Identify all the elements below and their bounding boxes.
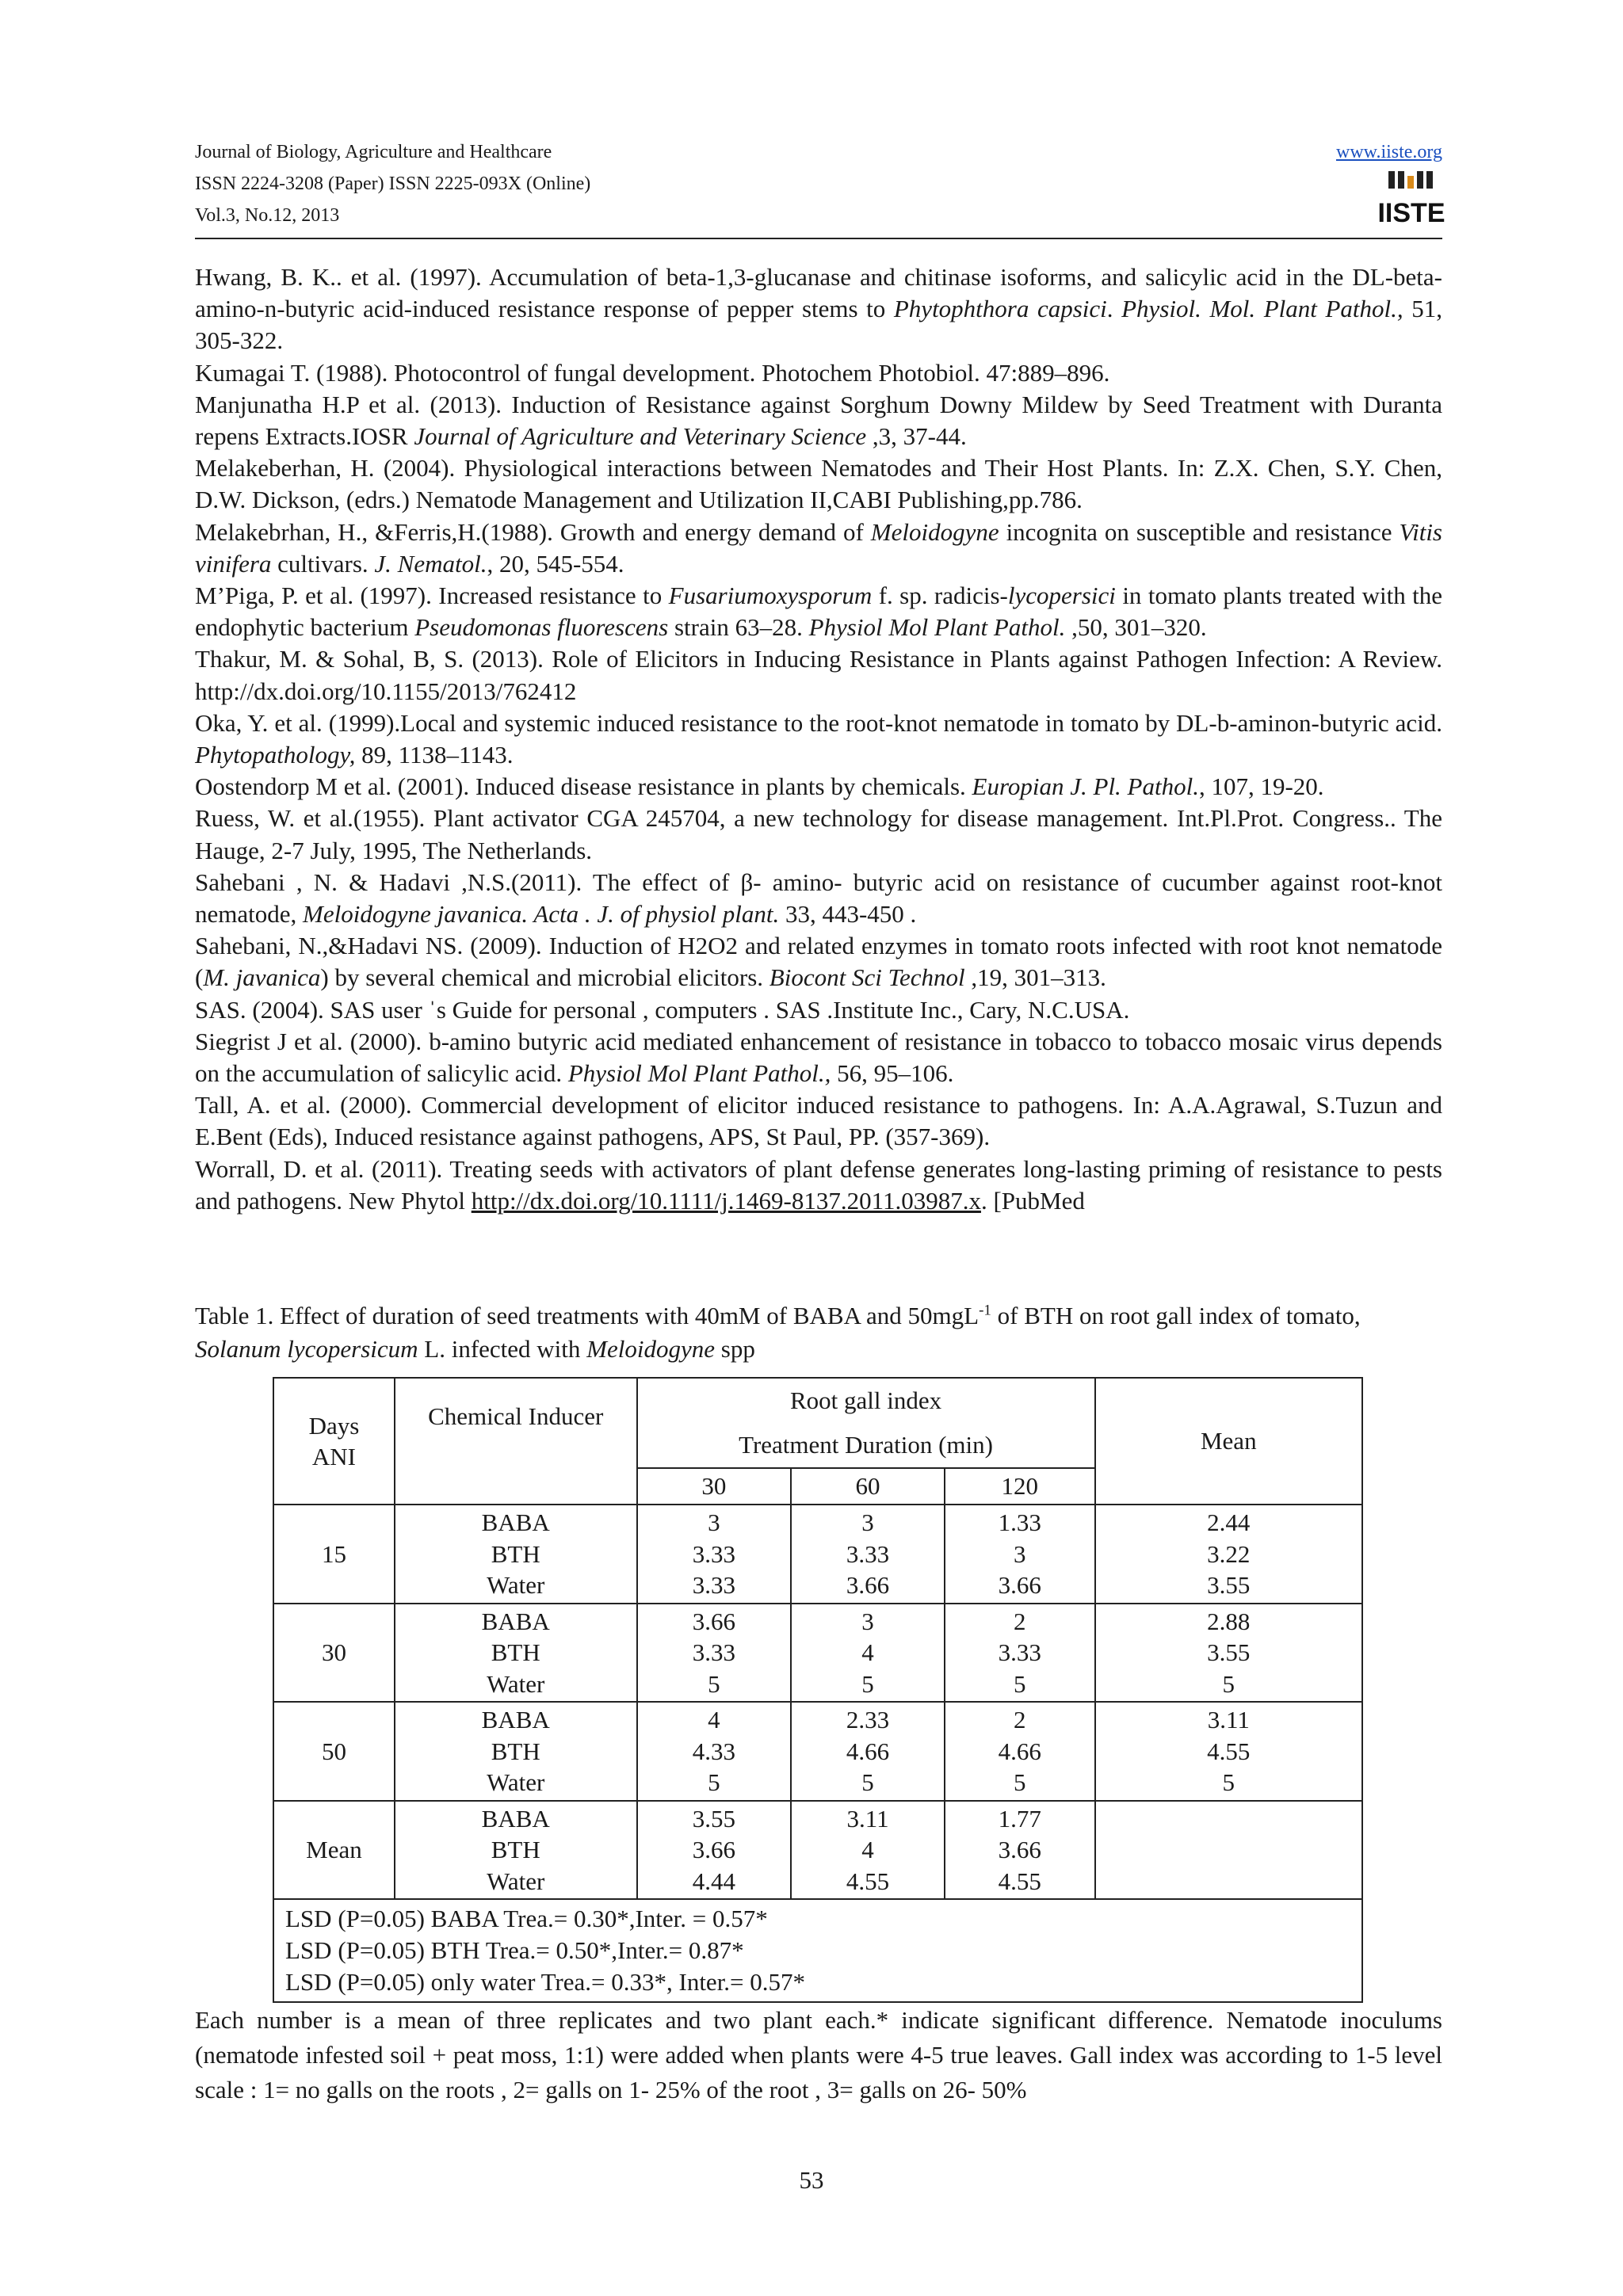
value-cell-60 [791, 1801, 945, 1900]
mean-cell [1095, 1505, 1362, 1604]
gall-index-value: 3.22 [1207, 1539, 1251, 1568]
issn: ISSN 2224-3208 (Paper) ISSN 2225-093X (Online) [195, 174, 591, 194]
inducer-name: BTH [491, 1539, 540, 1568]
reference-entry [195, 867, 1442, 930]
value-cell-120 [945, 1505, 1095, 1604]
header-duration-60: 60 [791, 1468, 945, 1505]
text-run: , 107, 19-20. [1198, 772, 1324, 801]
text-run: Table 1. Effect of duration of seed treatments with 40mM of BABA and 50mgL [195, 1302, 980, 1329]
table-caption [195, 1299, 1442, 1366]
text-run: Pseudomonas fluorescens [414, 613, 669, 642]
value-cell-30 [637, 1801, 792, 1900]
text-run: f. sp. radicis- [872, 582, 1008, 610]
reference-entry [195, 1026, 1442, 1089]
gall-index-value [1096, 1834, 1361, 1866]
text-run: SAS. (2004). SAS user ˈs Guide for personal , computers . SAS .Institute Inc., Cary, N.C.USA. [195, 995, 1130, 1024]
gall-index-value: 3.66 [998, 1836, 1041, 1863]
reference-entry [195, 707, 1442, 771]
text-run: Phytopathology, [195, 741, 356, 769]
inducer-cell [395, 1702, 637, 1801]
text-run: Ruess, W. et al.(1955). Plant activator CGA 245704, a new technology for disease management. Int.Pl.Prot. Congress.. The Hauge, 2-7 July, 1995, The Netherlands. [195, 804, 1442, 864]
journal-url-link[interactable]: www.iiste.org [1336, 142, 1442, 162]
text-run: ,3, 37-44. [866, 422, 967, 451]
text-run: Phytophthora capsici [893, 295, 1107, 323]
value-cell-30 [637, 1702, 792, 1801]
gall-index-value: 3.33 [692, 1638, 735, 1666]
svg-text:IISTE: IISTE [1377, 198, 1445, 228]
inducer-name: BABA [481, 1804, 550, 1833]
gall-index-value: 4.33 [692, 1737, 735, 1765]
text-run: Meloidogyne javanica. Acta . J. of physiol plant. [303, 900, 780, 929]
text-run: Meloidogyne [586, 1335, 715, 1363]
text-run: L. infected with [418, 1335, 587, 1363]
text-run: Europian J. Pl. Pathol. [972, 772, 1199, 801]
text-run: spp [715, 1335, 755, 1363]
gall-index-value: 3.55 [692, 1804, 735, 1833]
reference-entry [195, 452, 1442, 516]
inducer-name: Water [487, 1571, 545, 1599]
gall-index-value: 4 [861, 1836, 874, 1863]
gall-index-value: 3.66 [998, 1571, 1041, 1599]
inducer-name: BTH [491, 1836, 540, 1863]
gall-index-value: 3.55 [1207, 1571, 1251, 1599]
mean-cell [1095, 1604, 1362, 1703]
lsd-baba: LSD (P=0.05) BABA Trea.= 0.30*,Inter. = 0.57* [285, 1905, 768, 1932]
volume-issue: Vol.3, No.12, 2013 [195, 205, 340, 226]
page-number: 53 [799, 2166, 824, 2194]
gall-index-value: 5 [1013, 1669, 1026, 1698]
text-run: Oka, Y. et al. (1999).Local and systemic induced resistance to the root-knot nematode in tomato by DL-b-aminon-butyric acid. [195, 708, 1442, 737]
text-run: of BTH on root gall index of tomato, [991, 1302, 1361, 1329]
lsd-bth: LSD (P=0.05) BTH Trea.= 0.50*,Inter.= 0.87* [285, 1936, 744, 1964]
inducer-name: Water [487, 1867, 545, 1895]
text-run: Melakebrhan, H., &Ferris,H.(1988). Growth and energy demand of [195, 517, 871, 546]
table-row [273, 1505, 1362, 1604]
gall-index-value: 3.66 [692, 1607, 735, 1635]
days-cell: Mean [273, 1801, 395, 1900]
text-run: M’Piga, P. et al. (1997). Increased resistance to [195, 582, 669, 610]
gall-index-value: 4.66 [846, 1737, 890, 1765]
gall-index-value: 3.66 [846, 1571, 890, 1599]
text-run: Worrall, D. et al. (2011). Treating seeds with activators of plant defense generates long-lasting priming of resistance to pests and pathogens. New Phytol [195, 1154, 1442, 1215]
text-run: Hwang, B. K.. et al. (1997). Accumulation of beta-1,3-glucanase and chitinase isoforms, and salicylic acid in the DL-beta-amino-n-butyric acid-induced resistance response of pepper stems to [195, 263, 1442, 323]
header-root-gall-index-label: Root gall index [789, 1386, 942, 1414]
lsd-row [273, 1899, 1362, 2002]
text-run: M. javanica [203, 963, 321, 992]
text-run: ,19, 301–313. [964, 963, 1106, 992]
inducer-name: BABA [481, 1607, 550, 1635]
text-run: Tall, A. et al. (2000). Commercial development of elicitor induced resistance to pathogens. In: A.A.Agrawal, S.Tuzun and E.Bent (Eds), Induced resistance against pathogens, APS, St Paul, PP. (357-369). [195, 1091, 1442, 1151]
lsd-water: LSD (P=0.05) only water Trea.= 0.33*, Inter.= 0.57* [285, 1968, 806, 1996]
text-run: Thakur, M. & Sohal, B, S. (2013). Role of Elicitors in Inducing Resistance in Plants against Pathogen Infection: A Review. http://dx.doi.org/10.1155/2013/762412 [195, 645, 1442, 705]
inducer-cell [395, 1505, 637, 1604]
days-cell: 30 [273, 1604, 395, 1703]
text-run: 51, 305-322. [195, 295, 1443, 355]
text-run: Manjunatha H.P et al. (2013). Induction of Resistance against Sorghum Downy Mildew by Seed Treatment with Duranta repens Extracts.IOSR [195, 390, 1442, 451]
text-run: Meloidogyne [870, 517, 999, 546]
gall-index-value: 3.33 [998, 1638, 1041, 1666]
text-run: Physiol Mol Plant Pathol. [808, 613, 1066, 642]
reference-entry [195, 517, 1442, 580]
gall-index-value: 2.33 [846, 1706, 890, 1733]
gall-index-value: 5 [1013, 1768, 1026, 1796]
reference-entry [195, 261, 1442, 357]
header-divider [195, 238, 1442, 239]
doi-link[interactable]: http://dx.doi.org/10.1111/j.1469-8137.2011.03987.x [471, 1186, 981, 1215]
value-cell-60 [791, 1604, 945, 1703]
text-run: 56, 95–106. [831, 1059, 954, 1088]
gall-index-value: 2.88 [1207, 1607, 1251, 1635]
gall-index-value: 4.55 [998, 1867, 1041, 1895]
value-cell-120 [945, 1702, 1095, 1801]
text-run: ,50, 301–320. [1065, 613, 1207, 642]
gall-index-value: 5 [861, 1768, 874, 1796]
gall-index-value: 2 [1013, 1706, 1026, 1733]
journal-info [195, 136, 590, 231]
text-run: . [PubMed [980, 1186, 1085, 1215]
gall-index-value: 5 [1222, 1669, 1235, 1698]
reference-entry [195, 803, 1442, 866]
text-run: J. Nematol. [374, 549, 487, 578]
inducer-name: BTH [491, 1737, 540, 1765]
gall-index-value: 5 [1222, 1768, 1235, 1796]
iiste-logo-icon [1377, 170, 1445, 228]
journal-name: Journal of Biology, Agriculture and Healthcare [195, 142, 552, 162]
header-treatment-duration: Treatment Duration (min) [739, 1431, 993, 1459]
inducer-cell [395, 1801, 637, 1900]
text-run: . [1106, 295, 1122, 323]
gall-index-value: 2.44 [1207, 1508, 1251, 1536]
gall-index-value: 3.55 [1207, 1638, 1251, 1666]
inducer-name: BABA [481, 1508, 550, 1536]
reference-entry [195, 1154, 1442, 1217]
gall-index-value: 5 [861, 1669, 874, 1698]
text-run: ) by several chemical and microbial elicitors. [320, 963, 769, 992]
mean-cell [1095, 1702, 1362, 1801]
gall-index-value: 3.33 [692, 1571, 735, 1599]
gall-index-value: 4 [861, 1638, 874, 1666]
lsd-cell [273, 1899, 1362, 2002]
text-run: Physiol Mol Plant Pathol., [567, 1059, 831, 1088]
text-run: Siegrist J et al. (2000). b-amino butyric acid mediated enhancement of resistance in tobacco to tobacco mosaic virus depends on the accumulation of salicylic acid. [195, 1027, 1442, 1088]
gall-index-value: 3.33 [692, 1539, 735, 1568]
text-run: Biocont Sci Technol [769, 963, 965, 992]
header-duration-120: 120 [945, 1468, 1095, 1505]
text-run: lycopersici [1007, 582, 1116, 610]
header-duration-30: 30 [637, 1468, 792, 1505]
value-cell-30 [637, 1604, 792, 1703]
reference-entry [195, 771, 1442, 803]
gall-index-value: 3.66 [692, 1836, 735, 1863]
inducer-cell [395, 1604, 637, 1703]
text-run: incognita on susceptible and resistance [999, 517, 1400, 546]
text-run: Journal of Agriculture and Veterinary Science [414, 422, 867, 451]
reference-entry [195, 580, 1442, 643]
gall-index-value: 3 [1013, 1539, 1026, 1568]
reference-entry [195, 930, 1442, 994]
text-run: Vitis vinifera [195, 517, 1442, 578]
gall-index-value: 1.33 [998, 1508, 1041, 1536]
table-header-row [273, 1378, 1362, 1468]
text-run: , 20, 545-554. [487, 549, 624, 578]
gall-index-value: 3.11 [846, 1804, 889, 1833]
table-footnote: Each number is a mean of three replicates and two plant each.* indicate significant difference. Nematode inoculums (nematode infested soil + peat moss, 1:1) were added when plants were 4-5 true leaves. Gall index was according to 1-5 level scale : 1= no galls on the roots , 2= galls on 1- 25% of the root , 3= galls on 26- 50% [195, 2006, 1442, 2103]
gall-index-value: 4 [708, 1706, 720, 1733]
text-run: in tomato plants treated with the endophytic bacterium [195, 582, 1442, 642]
text-run: strain 63–28. [668, 613, 809, 642]
table-row [273, 1702, 1362, 1801]
text-run: Fusariumoxysporum [668, 582, 873, 610]
header-mean: Mean [1095, 1378, 1362, 1505]
text-run: -1 [979, 1302, 991, 1319]
text-run: 33, 443-450 . [779, 900, 917, 929]
text-run: Physiol. Mol. Plant Pathol., [1121, 295, 1403, 323]
text-run: 89, 1138–1143. [355, 741, 514, 769]
text-run: cultivars. [271, 549, 375, 578]
text-run: Melakeberhan, H. (2004). Physiological interactions between Nematodes and Their Host Plants. In: Z.X. Chen, S.Y. Chen, D.W. Dickson, (edrs.) Nematode Management and Utilization II,CABI Publishing,pp.786. [195, 454, 1442, 514]
inducer-name: Water [487, 1669, 545, 1698]
gall-index-value: 4.66 [998, 1737, 1041, 1765]
gall-index-value: 4.55 [1207, 1737, 1251, 1765]
gall-index-value: 3.33 [846, 1539, 890, 1568]
reference-list [195, 261, 1442, 1217]
value-cell-30 [637, 1505, 792, 1604]
root-gall-index-table [273, 1377, 1363, 2003]
gall-index-value: 5 [708, 1669, 720, 1698]
table-row [273, 1604, 1362, 1703]
header-days-ani: Days ANI [273, 1378, 395, 1505]
header-chemical-inducer: Chemical Inducer [395, 1378, 637, 1505]
gall-index-value: 3 [861, 1607, 874, 1635]
page-header [195, 136, 1445, 238]
inducer-name: BABA [481, 1706, 550, 1733]
header-root-gall-index [637, 1378, 1095, 1468]
text-run: Solanum lycopersicum [195, 1335, 418, 1363]
text-run: Sahebani, N.,&Hadavi NS. (2009). Induction of H2O2 and related enzymes in tomato roots infected with root knot nematode ( [195, 932, 1442, 992]
inducer-name: BTH [491, 1638, 540, 1666]
days-cell: 50 [273, 1702, 395, 1801]
gall-index-value: 4.44 [692, 1867, 735, 1895]
days-cell: 15 [273, 1505, 395, 1604]
gall-index-value: 4.55 [846, 1867, 890, 1895]
gall-index-value: 1.77 [998, 1804, 1041, 1833]
gall-index-value: 3.11 [1207, 1706, 1250, 1733]
inducer-name: Water [487, 1768, 545, 1796]
gall-index-value [1096, 1866, 1361, 1897]
table-row [273, 1801, 1362, 1900]
value-cell-120 [945, 1604, 1095, 1703]
reference-entry [195, 994, 1442, 1026]
text-run: Oostendorp M et al. (2001). Induced disease resistance in plants by chemicals. [195, 772, 972, 801]
gall-index-value: 3 [861, 1508, 874, 1536]
value-cell-60 [791, 1702, 945, 1801]
text-run: Kumagai T. (1988). Photocontrol of fungal development. Photochem Photobiol. 47:889–896. [195, 358, 1110, 387]
reference-entry [195, 643, 1442, 707]
gall-index-value: 3 [708, 1508, 720, 1536]
value-cell-60 [791, 1505, 945, 1604]
reference-entry [195, 1089, 1442, 1153]
value-cell-120 [945, 1801, 1095, 1900]
gall-index-value: 2 [1013, 1607, 1026, 1635]
gall-index-value [1096, 1803, 1361, 1835]
gall-index-value: 5 [708, 1768, 720, 1796]
reference-entry [195, 357, 1442, 389]
reference-entry [195, 389, 1442, 452]
text-run: Sahebani , N. & Hadavi ,N.S.(2011). The effect of β- amino- butyric acid on resistance of cucumber against root-knot nematode, [195, 868, 1442, 929]
mean-cell [1095, 1801, 1362, 1900]
